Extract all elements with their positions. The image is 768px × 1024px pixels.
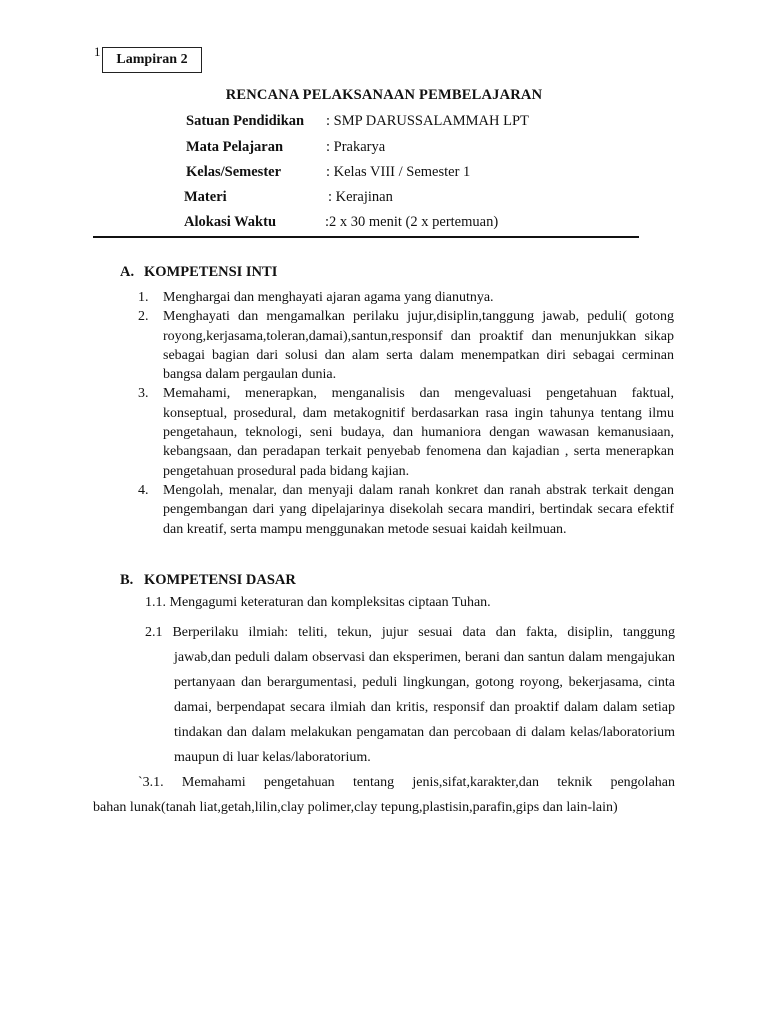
- kd-3-1-first-line: `3.1. Memahami pengetahuan tentang jenis,sifat,karakter,dan teknik pengolahan: [138, 775, 675, 790]
- kd-3-1: [93, 770, 675, 820]
- list-item: [138, 384, 674, 480]
- identity-value: : Kerajinan: [328, 189, 393, 205]
- identity-label: Alokasi Waktu: [184, 214, 277, 230]
- section-title: KOMPETENSI DASAR: [144, 572, 296, 588]
- list-number: 4.: [138, 482, 149, 498]
- document-title: RENCANA PELAKSANAAN PEMBELAJARAN: [225, 87, 543, 103]
- list-item: [138, 288, 674, 307]
- section-letter: B.: [120, 572, 134, 588]
- list-text: Mengolah, menalar, dan menyaji dalam ranah konkret dan ranah abstrak terkait dengan pengembangan dari yang dipelajarinya disekolah secara mandiri, bertindak secara efektif dan kreatif, serta mampu menggunakan metode sesuai kaidah keilmuan.: [163, 482, 674, 537]
- list-item: [138, 481, 674, 539]
- list-text: Menghayati dan mengamalkan perilaku jujur,disiplin,tanggung jawab, peduli( gotong royong,kerjasama,toleran,damai),santun,responsif dan proaktif dan menunjukkan sikap sebagai bagian dari solusi dan alam serta dalam menempatkan diri sebagai cerminan bangsa dalam pergaulan dunia.: [163, 309, 674, 383]
- identity-value: : Prakarya: [326, 139, 386, 155]
- section-a-heading: [120, 264, 277, 281]
- list-number: 3.: [138, 386, 149, 402]
- list-number: 1.: [138, 290, 149, 305]
- kd-1-1: 1.1. Mengagumi keteraturan dan kompleksitas ciptaan Tuhan.: [145, 595, 491, 610]
- kompetensi-inti-list: [138, 288, 674, 539]
- kd-2-1-body: jawab,dan peduli dalam observasi dan eksperimen, berani dan santun dalam mengajukan pertanyaan dan berargumentasi, peduli lingkungan, gotong royong, bekerjasama, cinta damai, berpendapat secara ilmiah dan kritis, responsif dan proaktif dalam dalam setiap tindakan dan dalam melakukan pengamatan dan percobaan di dalam kelas/laboratorium maupun di luar kelas/laboratorium.: [174, 650, 675, 765]
- identity-label: Materi: [184, 189, 227, 205]
- section-title: KOMPETENSI INTI: [144, 264, 278, 280]
- kd-3-1-body: bahan lunak(tanah liat,getah,lilin,clay polimer,clay tepung,plastisin,parafin,gips dan lain-lain): [93, 800, 618, 815]
- identity-label: Satuan Pendidikan: [186, 113, 305, 129]
- identity-label: Mata Pelajaran: [186, 139, 284, 155]
- identity-value: :2 x 30 menit (2 x pertemuan): [325, 214, 499, 230]
- list-text: Memahami, menerapkan, menganalisis dan mengevaluasi pengetahuan faktual, konseptual, prosedural, dam metakognitif berdasarkan rasa ingin tahunya tentang ilmu pengetahaun, teknologi, seni budaya, dan humaniora dengan wawasan kemanusiaan, kebangsaan, dan peradapan terkait penyebab fenomena dan kajadian , serta menerapkan pengetahuan prosedural pada bidang kajian.: [163, 386, 674, 479]
- attachment-label-box: Lampiran 2: [102, 47, 202, 73]
- list-item: [138, 307, 674, 384]
- kd-2-1: [145, 620, 675, 770]
- list-text: Menghargai dan menghayati ajaran agama yang dianutnya.: [163, 290, 494, 305]
- kd-2-1-first-line: 2.1 Berperilaku ilmiah: teliti, tekun, jujur sesuai data dan fakta, disiplin, tanggung: [145, 625, 675, 640]
- header-divider: [93, 236, 639, 238]
- list-number: 2.: [138, 309, 149, 325]
- identity-value: : Kelas VIII / Semester 1: [326, 164, 471, 180]
- section-b-heading: [120, 572, 296, 589]
- identity-value: : SMP DARUSSALAMMAH LPT: [326, 113, 529, 129]
- page-number: 1: [94, 44, 101, 59]
- identity-label: Kelas/Semester: [186, 164, 282, 180]
- section-letter: A.: [120, 264, 135, 280]
